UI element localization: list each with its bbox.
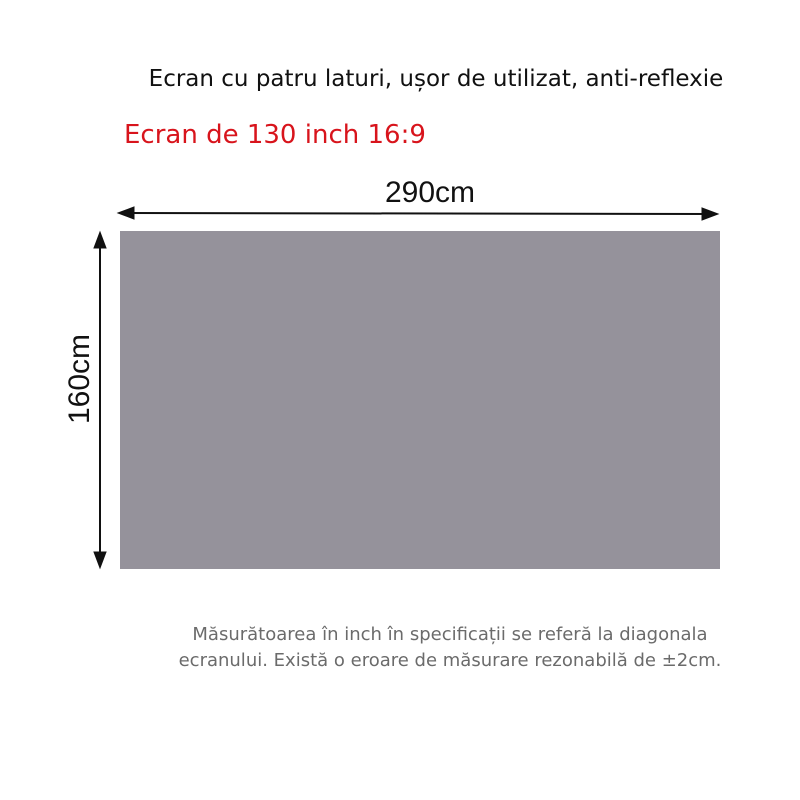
projection-screen bbox=[120, 231, 720, 569]
width-label: 290cm bbox=[384, 176, 476, 209]
screen-size-label: Ecran de 130 inch 16:9 bbox=[124, 120, 426, 150]
product-title: Ecran cu patru laturi, ușor de utilizat, anti-reflexie bbox=[148, 66, 724, 92]
height-label: 160cm bbox=[63, 333, 96, 425]
note-line-1: Măsurătoarea în inch în specificații se referă la diagonala bbox=[192, 624, 708, 645]
measurement-note bbox=[100, 622, 800, 674]
note-line-2: ecranului. Există o eroare de măsurare rezonabilă de ±2cm. bbox=[178, 650, 722, 671]
